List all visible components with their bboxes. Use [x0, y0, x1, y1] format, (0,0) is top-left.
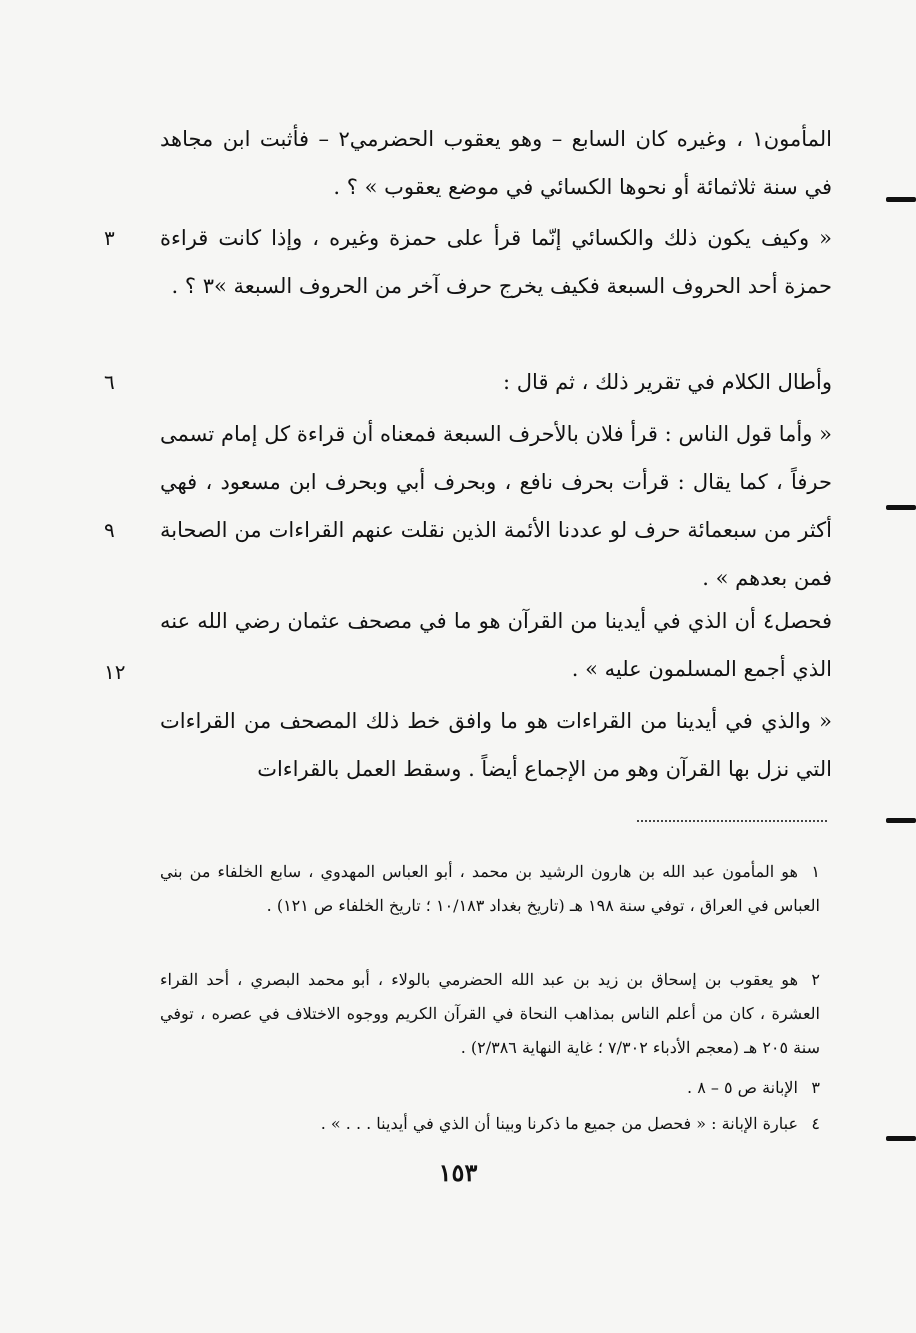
footnote-number: ٤: [811, 1114, 820, 1133]
paragraph-1: المأمون١ ، وغيره كان السابع – وهو يعقوب الحضرمي٢ – فأثبت ابن مجاهد في سنة ثلاثمائة أو نحوها الكسائي في موضع يعقوب » ؟ .: [160, 127, 832, 199]
footnote-number: ٣: [811, 1078, 820, 1097]
footnote-4: [160, 1107, 820, 1141]
footnote-3: [160, 1071, 820, 1105]
page-number: ١٥٣: [438, 1158, 478, 1187]
footnote-separator: [637, 820, 827, 822]
footnote-text: الإبانة ص ٥ – ٨ .: [687, 1078, 798, 1097]
footnote-text: عبارة الإبانة : « فحصل من جميع ما ذكرنا وبينا أن الذي في أيدينا . . . » .: [320, 1114, 798, 1133]
line-number-9: ٩: [104, 518, 115, 542]
footnote-number: ١: [811, 862, 820, 881]
margin-mark: [886, 197, 916, 202]
footnote-1: [160, 855, 820, 923]
paragraph-4: « وأما قول الناس : قرأ فلان بالأحرف السبعة فمعناه أن قراءة كل إمام تسمى حرفاً ، كما يقال : قرأت بحرف نافع ، وبحرف أبي وبحرف ابن مسعود ، فهي أكثر من سبعمائة حرف لو عددنا الأئمة الذين نقلت عنهم القراءات من الصحابة فمن بعدهم » .: [160, 422, 832, 590]
paragraph-5: فحصل٤ أن الذي في أيدينا من القرآن هو ما في مصحف عثمان رضي الله عنه الذي أجمع المسلمون عليه » .: [160, 609, 832, 681]
margin-mark: [886, 818, 916, 823]
paragraph-3: وأطال الكلام في تقرير ذلك ، ثم قال :: [503, 370, 832, 394]
line-number-6: ٦: [104, 370, 115, 394]
line-number-12: ١٢: [104, 660, 126, 684]
footnote-text: هو المأمون عبد الله بن هارون الرشيد بن محمد ، أبو العباس المهدوي ، سابع الخلفاء من بني العباس في العراق ، توفي سنة ١٩٨ هـ (تاريخ بغداد ١٠/١٨٣ ؛ تاريخ الخلفاء ص ١٢١) .: [160, 862, 820, 915]
footnote-2: [160, 963, 820, 1065]
paragraph-6: « والذي في أيدينا من القراءات هو ما وافق خط ذلك المصحف من القراءات التي نزل بها القرآن وهو من الإجماع أيضاً . وسقط العمل بالقراءات: [160, 709, 832, 781]
margin-mark: [886, 1136, 916, 1141]
line-number-3: ٣: [104, 226, 115, 250]
paragraph-2: « وكيف يكون ذلك والكسائي إنّما قرأ على حمزة وغيره ، وإذا كانت قراءة حمزة أحد الحروف السبعة فكيف يخرج حرف آخر من الحروف السبعة »٣ ؟ .: [160, 226, 832, 298]
footnote-text: هو يعقوب بن إسحاق بن زيد بن عبد الله الحضرمي بالولاء ، أبو محمد البصري ، أحد القراء العشرة ، كان من أعلم الناس بمذاهب النحاة في القرآن الكريم ووجوه الاختلاف في عصره ، توفي سنة ٢٠٥ هـ (معجم الأدباء ٧/٣٠٢ ؛ غاية النهاية ٢/٣٨٦) .: [160, 970, 820, 1057]
margin-mark: [886, 505, 916, 510]
footnote-number: ٢: [811, 970, 820, 989]
